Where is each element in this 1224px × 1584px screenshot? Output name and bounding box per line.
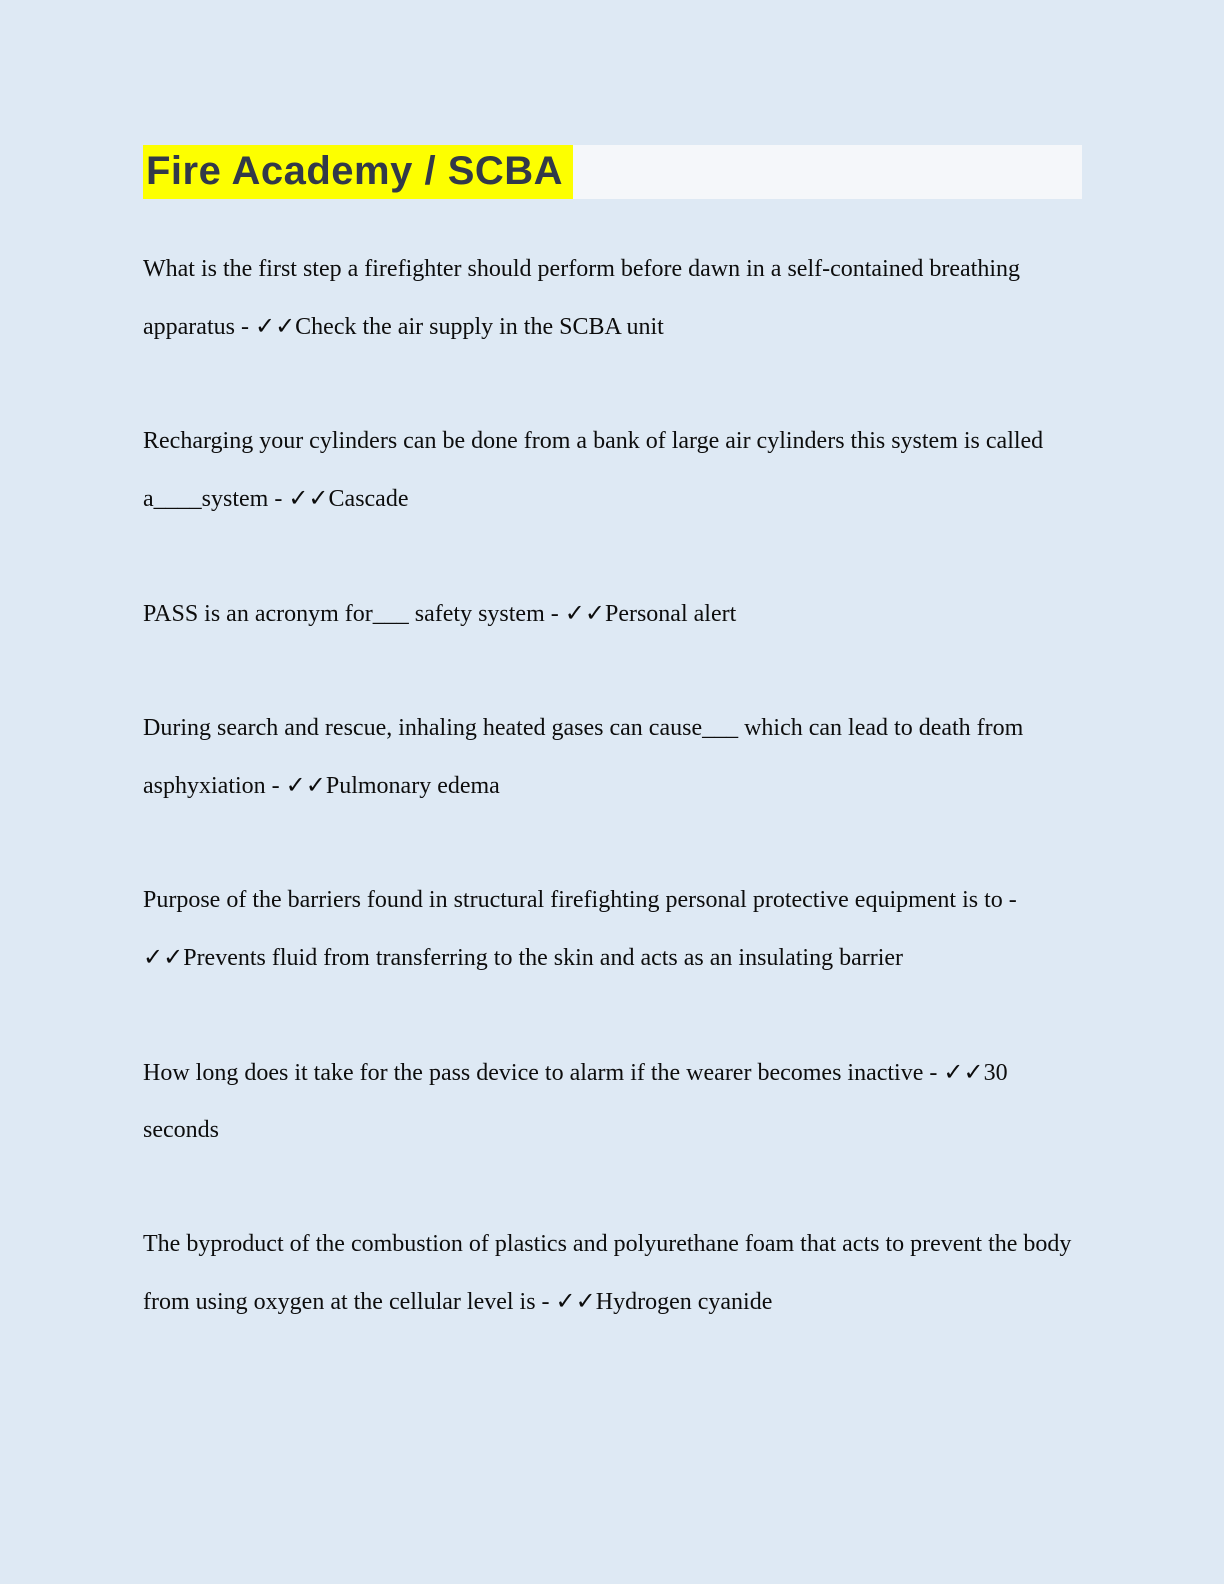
qa-item <box>143 241 1082 356</box>
checkmarks: ✓✓ <box>254 312 296 340</box>
title-bar <box>143 145 1082 199</box>
checkmarks: ✓✓ <box>285 771 326 799</box>
answer-text: Hydrogen cyanide <box>595 1289 773 1315</box>
question-text: Recharging your cylinders can be done from a bank of large air cylinders this system is called a____system - <box>143 428 1044 512</box>
qa-item <box>143 872 1082 987</box>
answer-text: Personal alert <box>604 601 737 627</box>
page-title: Fire Academy / SCBA <box>143 145 573 199</box>
checkmarks: ✓✓ <box>943 1058 984 1086</box>
qa-item <box>143 700 1082 815</box>
checkmarks: ✓✓ <box>564 599 605 627</box>
qa-list <box>143 241 1082 1331</box>
question-text: Purpose of the barriers found in structural firefighting personal protective equipment is to - <box>143 887 1017 913</box>
question-text: During search and rescue, inhaling heated gases can cause___ which can lead to death from asphyxiation - <box>143 715 1024 799</box>
qa-item <box>143 585 1082 643</box>
question-text: The byproduct of the combustion of plastics and polyurethane foam that acts to prevent the body from using oxygen at the cellular level is - <box>143 1231 1072 1315</box>
answer-text: Pulmonary edema <box>325 773 500 799</box>
answer-text: Check the air supply in the SCBA unit <box>295 314 664 340</box>
checkmarks: ✓✓ <box>288 484 329 512</box>
qa-item <box>143 1044 1082 1159</box>
qa-item <box>143 1216 1082 1331</box>
qa-item <box>143 413 1082 528</box>
answer-text: 30 seconds <box>143 1060 1008 1143</box>
checkmarks: ✓✓ <box>143 943 184 971</box>
checkmarks: ✓✓ <box>555 1287 596 1315</box>
question-text: PASS is an acronym for___ safety system - <box>143 601 565 627</box>
page-content <box>143 145 1082 1388</box>
question-text: How long does it take for the pass device to alarm if the wearer becomes inactive - <box>143 1060 944 1086</box>
question-text: What is the first step a firefighter should perform before dawn in a self-contained breathing apparatus - <box>143 256 1021 340</box>
answer-text: Prevents fluid from transferring to the skin and acts as an insulating barrier <box>183 945 904 971</box>
answer-text: Cascade <box>328 486 409 512</box>
